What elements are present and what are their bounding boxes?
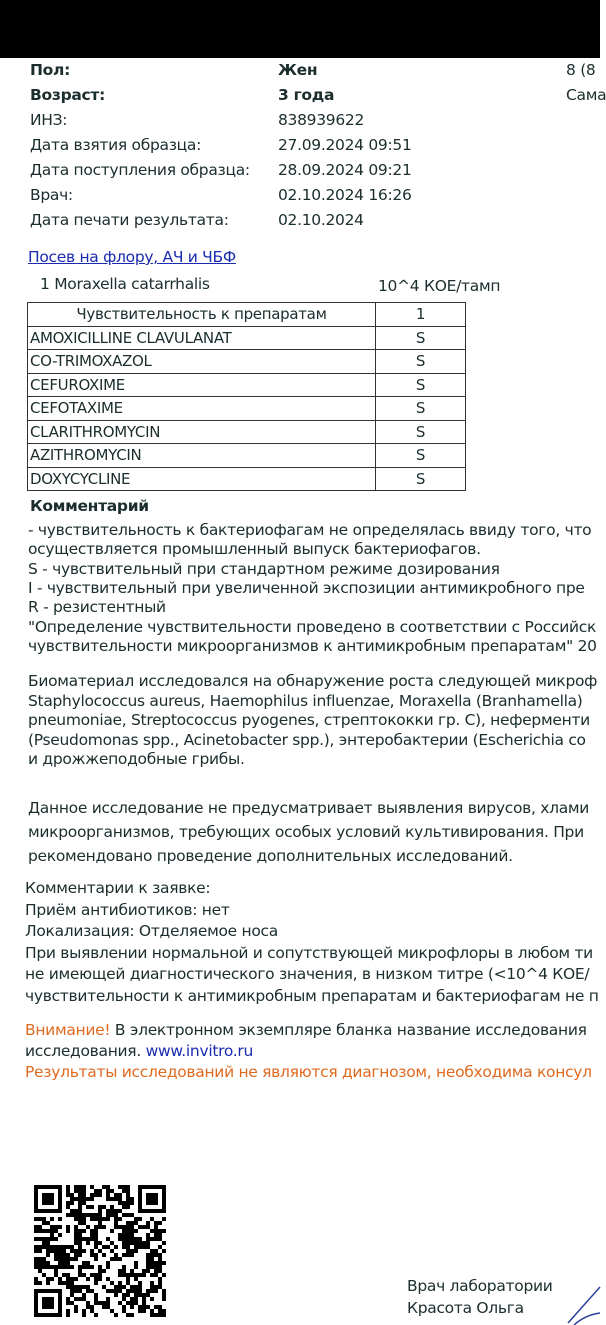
patient-field-label: Дата печати результата: (30, 211, 229, 229)
disclaimer: Результаты исследований не являются диагнозом, необходима консул (25, 1063, 592, 1081)
lab-phone: 8 (8 (566, 61, 596, 79)
comment-line: "Определение чувствительности проведено в соответствии с Российск (28, 617, 597, 636)
sensitivity-value: S (376, 373, 466, 397)
header-drug: Чувствительность к препаратам (28, 303, 376, 327)
table-row (28, 444, 466, 468)
sensitivity-value: S (376, 326, 466, 350)
drug-name: CEFUROXIME (28, 373, 376, 397)
drug-name: DOXYCYCLINE (28, 467, 376, 491)
top-black-bar (0, 0, 600, 58)
patient-field-value: 02.10.2024 (278, 211, 364, 229)
order-comment-line: Приём антибиотиков: нет (25, 900, 230, 919)
lab-address: Сама (566, 86, 606, 104)
notice-text: В электронном экземпляре бланка название исследования (110, 1021, 587, 1039)
patient-field-label: Пол: (30, 61, 70, 79)
biomaterial-line: Staphylococcus aureus, Haemophilus influenzae, Moraxella (Branhamella) (28, 691, 583, 710)
attention-label: Внимание! (25, 1021, 111, 1039)
qr-code (34, 1185, 166, 1317)
table-row (28, 420, 466, 444)
biomaterial-line: pneumoniae, Streptococcus pyogenes, стрептококки гр. С), неферменти (28, 711, 590, 729)
notice-line (25, 1020, 587, 1040)
biomaterial-line: и дрожжеподобные грибы. (28, 750, 245, 768)
drug-name: AMOXICILLINE CLAVULANAT (28, 326, 376, 350)
table-row (28, 373, 466, 397)
notice-line-2 (25, 1041, 253, 1061)
biomaterial-line: Биоматериал исследовался на обнаружение роста следующей микроф (28, 672, 598, 690)
signature-icon (560, 1285, 600, 1325)
comment-heading: Комментарий (30, 497, 149, 515)
comment-line: I - чувствительный при увеличенной экспозиции антимикробного пре (28, 578, 585, 597)
comment-line: S - чувствительный при стандартном режиме дозирования (28, 559, 500, 578)
drug-name: CLARITHROMYCIN (28, 420, 376, 444)
signer-role: Врач лаборатории (407, 1277, 553, 1295)
order-comment-line: Комментарии к заявке: (25, 879, 211, 897)
header-isolate: 1 (376, 303, 466, 327)
patient-field-value: 838939622 (278, 111, 365, 129)
patient-field-value: 3 года (278, 86, 335, 104)
sensitivity-value: S (376, 350, 466, 374)
drug-name: CO-TRIMOXAZOL (28, 350, 376, 374)
invitro-link[interactable]: www.invitro.ru (145, 1042, 253, 1060)
comment-line: - чувствительность к бактериофагам не определялась ввиду того, что (28, 521, 592, 539)
table-row (28, 350, 466, 374)
table-row (28, 326, 466, 350)
order-comment-line: Локализация: Отделяемое носа (25, 922, 278, 940)
table-row (28, 397, 466, 421)
patient-field-value: Жен (278, 61, 318, 79)
patient-field-value: 02.10.2024 16:26 (278, 186, 412, 204)
sensitivity-table (27, 302, 466, 491)
organism-titer: 10^4 КОЕ/тамп (378, 277, 501, 295)
disclaimer-note-line: микроорганизмов, требующих особых условий культивирования. При (28, 823, 584, 841)
patient-field-label: Врач: (30, 186, 73, 204)
patient-field-label: Дата поступления образца: (30, 161, 250, 179)
disclaimer-note-line: Данное исследование не предусматривает выявления вирусов, хлами (28, 799, 590, 817)
signer-name: Красота Ольга (407, 1299, 524, 1317)
patient-field-label: Дата взятия образца: (30, 136, 202, 154)
sensitivity-value: S (376, 397, 466, 421)
sensitivity-value: S (376, 444, 466, 468)
sensitivity-value: S (376, 467, 466, 491)
drug-name: CEFOTAXIME (28, 397, 376, 421)
organism-name: 1 Moraxella catarrhalis (40, 275, 210, 293)
notice-text-2: исследования. (25, 1042, 146, 1060)
order-comment-line: При выявлении нормальной и сопутствующей микрофлоры в любом ти (25, 943, 593, 962)
comment-line: осуществляется промышленный выпуск бактериофагов. (28, 540, 481, 559)
table-header-row (28, 303, 466, 327)
patient-field-value: 28.09.2024 09:21 (278, 161, 412, 179)
order-comment-line: чувствительности к антимикробным препаратам и бактериофагам не п (25, 986, 599, 1005)
comment-line: чувствительности микроорганизмов к антимикробным препаратам" 20 (28, 636, 597, 655)
patient-field-label: Возраст: (30, 86, 105, 104)
order-comment-line: не имеющей диагностического значения, в низком титре (<10^4 КОЕ/ (25, 965, 590, 983)
test-title-link[interactable]: Посев на флору, АЧ и ЧБФ (28, 248, 236, 266)
table-row (28, 467, 466, 491)
patient-field-value: 27.09.2024 09:51 (278, 136, 412, 154)
sensitivity-value: S (376, 420, 466, 444)
disclaimer-note-line: рекомендовано проведение дополнительных исследований. (28, 847, 513, 865)
drug-name: AZITHROMYCIN (28, 444, 376, 468)
biomaterial-line: (Pseudomonas spp., Acinetobacter spp.), энтеробактерии (Escherichia co (28, 730, 586, 749)
comment-line: R - резистентный (28, 598, 166, 617)
patient-field-label: ИНЗ: (30, 111, 68, 129)
